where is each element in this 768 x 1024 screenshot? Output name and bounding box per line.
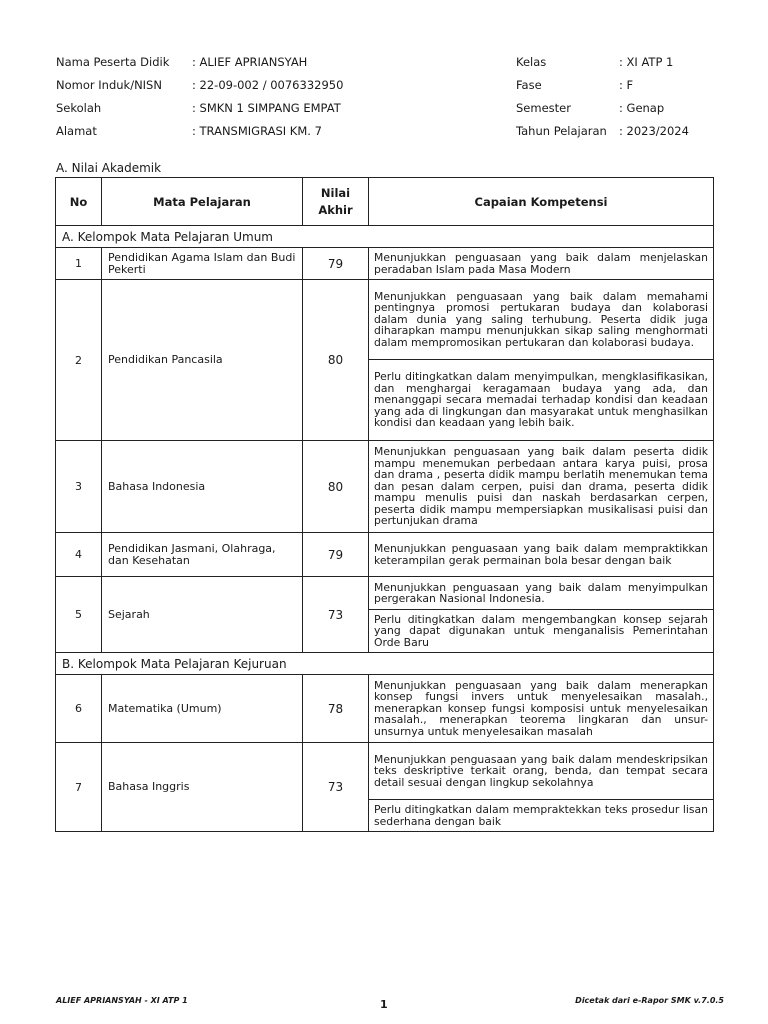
row-no: 5 xyxy=(56,577,102,653)
row-competency: Menunjukkan penguasaan yang baik dalam peserta didik mampu menemukan perbedaan antara karya puisi, prosa dan drama , peserta didik mampu berlatih menemukan tema dan pesan dalam cerpen, puisi dan drama, peserta didik mampu menulis puisi dan naskah berdasarkan cerpen, peserta didik mampu mempersiapkan musikalisasi puisi dan pertunjukan drama xyxy=(369,441,714,533)
page-number: 1 xyxy=(380,998,388,1011)
row-subject: Bahasa Inggris xyxy=(102,743,303,832)
info-value-address: : TRANSMIGRASI KM. 7 xyxy=(192,124,322,138)
table-header-row xyxy=(56,178,714,226)
row-no: 7 xyxy=(56,743,102,832)
row-subject: Pendidikan Jasmani, Olahraga, dan Kesehatan xyxy=(102,533,303,577)
section-title: A. Nilai Akademik xyxy=(56,161,162,175)
grades-table xyxy=(55,177,714,832)
row-competency: Menunjukkan penguasaan yang baik dalam menyimpulkan pergerakan Nasional Indonesia. xyxy=(369,577,714,610)
row-competency: Menunjukkan penguasaan yang baik dalam mendeskripsikan teks deskriptive terkait orang, benda, dan tempat secara detail sesuai dengan lingkup sekolahnya xyxy=(369,743,714,800)
row-subject: Bahasa Indonesia xyxy=(102,441,303,533)
row-no: 3 xyxy=(56,441,102,533)
group-title-kejuruan: B. Kelompok Mata Pelajaran Kejuruan xyxy=(56,653,714,675)
table-row xyxy=(56,743,714,800)
row-score: 79 xyxy=(303,533,369,577)
info-label-name: Nama Peserta Didik xyxy=(56,55,170,69)
header-subject: Mata Pelajaran xyxy=(102,178,303,226)
row-competency: Menunjukkan penguasaan yang baik dalam memahami pentingnya promosi pertukaran budaya dan kolaborasi dalam dunia yang saling terhubung. Peserta didik juga diharapkan mampu menunjukkan sikap saling menghormati dalam mempromosikan pertukaran dan kolaborasi budaya. xyxy=(369,280,714,360)
row-no: 1 xyxy=(56,248,102,280)
info-label-address: Alamat xyxy=(56,124,97,138)
header-competency: Capaian Kompetensi xyxy=(369,178,714,226)
row-subject: Pendidikan Agama Islam dan Budi Pekerti xyxy=(102,248,303,280)
table-row xyxy=(56,533,714,577)
table-row xyxy=(56,280,714,360)
row-score: 79 xyxy=(303,248,369,280)
row-no: 6 xyxy=(56,675,102,743)
info-value-nisn: : 22-09-002 / 0076332950 xyxy=(192,78,344,92)
row-competency-improve: Perlu ditingkatkan dalam mempraktekkan teks prosedur lisan sederhana dengan baik xyxy=(369,800,714,832)
row-subject: Matematika (Umum) xyxy=(102,675,303,743)
table-row xyxy=(56,577,714,610)
header-score: Nilai Akhir xyxy=(303,178,369,226)
row-score: 73 xyxy=(303,743,369,832)
table-row xyxy=(56,441,714,533)
info-value-phase: : F xyxy=(619,78,634,92)
footer-student: ALIEF APRIANSYAH - XI ATP 1 xyxy=(56,996,188,1005)
row-competency-improve: Perlu ditingkatkan dalam menyimpulkan, mengklasifikasikan, dan menghargai keragamaan budaya yang ada, dan menanggapi secara memadai terhadap kondisi dan keadaan yang ada di lingkungan dan masyarakat untuk menghasilkan kondisi dan keadaan yang lebih baik. xyxy=(369,360,714,441)
row-score: 80 xyxy=(303,280,369,441)
info-label-class: Kelas xyxy=(516,55,547,69)
group-title-umum: A. Kelompok Mata Pelajaran Umum xyxy=(56,226,714,248)
group-row xyxy=(56,653,714,675)
info-label-nisn: Nomor Induk/NISN xyxy=(56,78,162,92)
info-value-year: : 2023/2024 xyxy=(619,124,689,138)
group-row xyxy=(56,226,714,248)
row-no: 4 xyxy=(56,533,102,577)
info-value-name: : ALIEF APRIANSYAH xyxy=(192,55,308,69)
row-competency: Menunjukkan penguasaan yang baik dalam mempraktikkan keterampilan gerak permainan bola besar dengan baik xyxy=(369,533,714,577)
info-value-school: : SMKN 1 SIMPANG EMPAT xyxy=(192,101,341,115)
row-score: 73 xyxy=(303,577,369,653)
row-score: 78 xyxy=(303,675,369,743)
row-subject: Sejarah xyxy=(102,577,303,653)
row-competency-improve: Perlu ditingkatkan dalam mengembangkan konsep sejarah yang dapat digunakan untuk menganalisis Pemerintahan Orde Baru xyxy=(369,610,714,653)
table-row xyxy=(56,248,714,280)
info-value-class: : XI ATP 1 xyxy=(619,55,674,69)
info-label-school: Sekolah xyxy=(56,101,102,115)
row-score: 80 xyxy=(303,441,369,533)
info-label-phase: Fase xyxy=(516,78,542,92)
row-competency: Menunjukkan penguasaan yang baik dalam menerapkan konsep fungsi invers untuk menyelesaikan masalah., menerapkan konsep fungsi komposisi untuk menyelesaikan masalah., menerapkan teorema lingkaran dan unsur-unsurnya untuk menyelesaikan masalah xyxy=(369,675,714,743)
footer-printed-by: Dicetak dari e-Rapor SMK v.7.0.5 xyxy=(575,996,724,1005)
row-competency: Menunjukkan penguasaan yang baik dalam menjelaskan peradaban Islam pada Masa Modern xyxy=(369,248,714,280)
info-value-semester: : Genap xyxy=(619,101,665,115)
info-label-semester: Semester xyxy=(516,101,571,115)
table-row xyxy=(56,675,714,743)
row-no: 2 xyxy=(56,280,102,441)
header-no: No xyxy=(56,178,102,226)
info-label-year: Tahun Pelajaran xyxy=(516,124,607,138)
row-subject: Pendidikan Pancasila xyxy=(102,280,303,441)
